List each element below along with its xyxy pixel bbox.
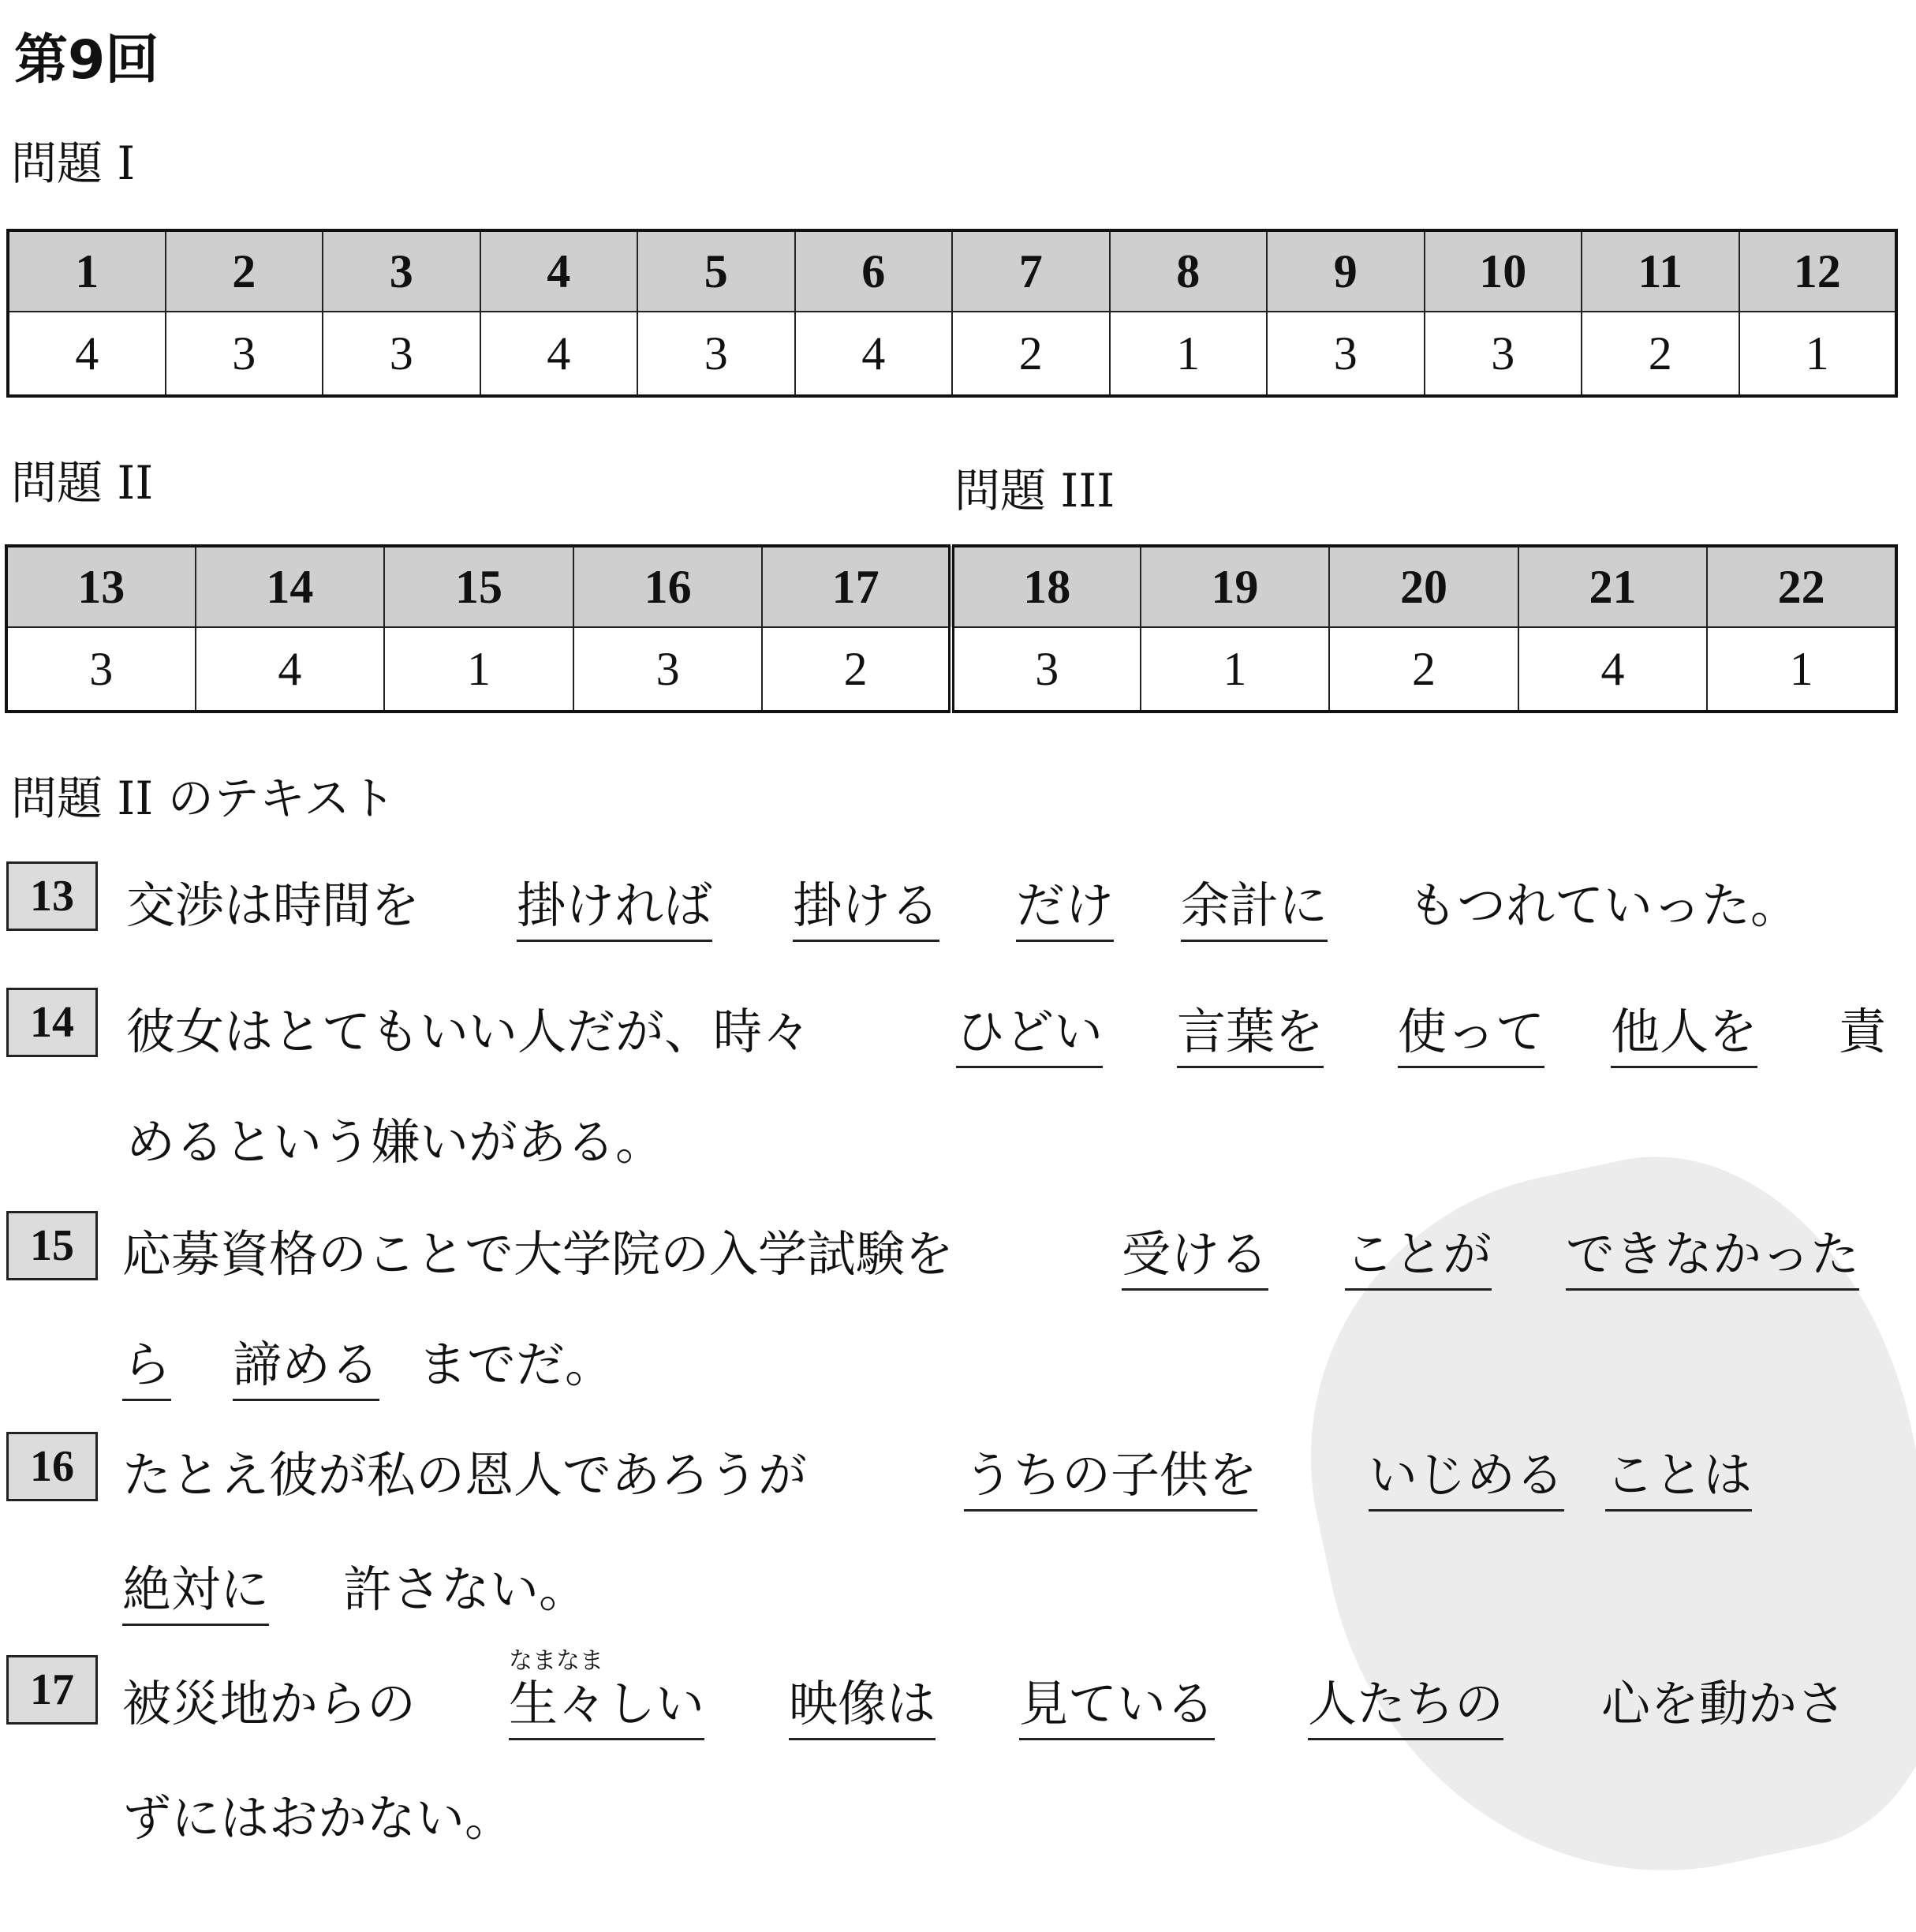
question-number-cell: 11 [1582, 230, 1739, 312]
question-number-cell: 12 [1739, 230, 1897, 312]
answer-cell: 3 [1425, 312, 1582, 396]
blank-choice: できなかった [1566, 1215, 1859, 1291]
answer-cell: 3 [323, 312, 480, 396]
answer-table-1 [6, 229, 1898, 398]
question-text: 交渉は時間を [126, 876, 420, 934]
blank-choice: 生々しい [509, 1665, 704, 1740]
question-text: ずにはおかない。 [122, 1789, 514, 1847]
answer-cell: 4 [795, 312, 953, 396]
blank-choice: 他人を [1611, 992, 1757, 1068]
answer-cell: 4 [1518, 627, 1708, 712]
question-number-cell: 21 [1518, 546, 1708, 627]
answer-cell: 3 [166, 312, 323, 396]
question-number-cell: 4 [480, 230, 638, 312]
question-number-cell: 17 [762, 546, 951, 627]
question-text: 許さない。 [343, 1560, 588, 1618]
blank-choice: 見ている [1019, 1665, 1215, 1740]
blank-choice: ことが [1345, 1215, 1492, 1291]
page-title: 第9回 [14, 29, 159, 92]
question-number-cell: 14 [196, 546, 385, 627]
blank-choice: 人たちの [1308, 1665, 1503, 1740]
answer-cell: 1 [1739, 312, 1897, 396]
question-number-cell: 15 [384, 546, 573, 627]
question-number-cell: 13 [6, 546, 196, 627]
section2-title: 問題 II [11, 456, 154, 510]
blank-choice: 掛ける [793, 866, 939, 942]
blank-choice: 掛ければ [517, 866, 712, 942]
blank-choice: 諦める [233, 1325, 379, 1401]
question-number-cell: 7 [952, 230, 1110, 312]
answer-cell: 2 [1329, 627, 1518, 712]
question-number-cell: 20 [1329, 546, 1518, 627]
question-number-cell: 2 [166, 230, 323, 312]
question-number: 13 [6, 861, 98, 931]
furigana: なまなま [509, 1647, 603, 1675]
blank-choice: 使って [1398, 992, 1544, 1068]
blank-choice: 絶対に [122, 1550, 269, 1626]
blank-choice: 言葉を [1177, 992, 1324, 1068]
section3-title: 問題 III [954, 464, 1115, 518]
answer-cell: 1 [1707, 627, 1896, 712]
question-number-cell: 16 [573, 546, 763, 627]
answer-cell: 3 [1267, 312, 1425, 396]
blank-choice: 余計に [1181, 866, 1328, 942]
question-number: 14 [6, 988, 98, 1057]
question-text: もつれていった。 [1408, 876, 1800, 934]
answer-cell: 3 [637, 312, 795, 396]
question-number: 15 [6, 1211, 98, 1280]
question-text: 心を動かさ [1601, 1675, 1847, 1732]
question-text: 彼女はとてもいい人だが、時々 [126, 1003, 812, 1060]
question-text: 責 [1838, 1003, 1888, 1060]
question-text: たとえ彼が私の恩人であろうが [122, 1446, 808, 1504]
question-number-cell: 18 [951, 546, 1141, 627]
answer-cell: 1 [1141, 627, 1330, 712]
blank-choice: ら [122, 1325, 171, 1401]
answer-cell: 2 [1582, 312, 1739, 396]
answer-cell: 3 [6, 627, 196, 712]
question-number: 16 [6, 1432, 98, 1501]
question-number-cell: 6 [795, 230, 953, 312]
answer-cell: 1 [1110, 312, 1268, 396]
blank-choice: 映像は [789, 1665, 936, 1740]
question-number-cell: 8 [1110, 230, 1268, 312]
question-number-cell: 22 [1707, 546, 1896, 627]
answer-cell: 4 [8, 312, 166, 396]
blank-choice: ひどい [956, 992, 1103, 1068]
question-text: 被災地からの [122, 1675, 416, 1732]
blank-choice: いじめる [1369, 1436, 1564, 1512]
answer-cell: 2 [762, 627, 951, 712]
answer-table-2 [5, 544, 1898, 713]
text-section-title: 問題 II のテキスト [11, 772, 396, 825]
blank-choice: だけ [1016, 866, 1114, 942]
question-number-cell: 9 [1267, 230, 1425, 312]
question-number-cell: 1 [8, 230, 166, 312]
answer-cell: 1 [384, 627, 573, 712]
question-number: 17 [6, 1655, 98, 1725]
answer-cell: 2 [952, 312, 1110, 396]
blank-choice: ことは [1605, 1436, 1752, 1512]
question-number-cell: 19 [1141, 546, 1330, 627]
question-number-cell: 10 [1425, 230, 1582, 312]
question-text: めるという嫌いがある。 [126, 1113, 665, 1171]
question-number-cell: 3 [323, 230, 480, 312]
question-number-cell: 5 [637, 230, 795, 312]
section1-title: 問題 I [11, 136, 136, 190]
answer-cell: 3 [573, 627, 763, 712]
answer-cell: 4 [196, 627, 385, 712]
blank-choice: 受ける [1122, 1215, 1268, 1291]
answer-cell: 4 [480, 312, 638, 396]
question-text: 応募資格のことで大学院の入学試験を [122, 1225, 954, 1283]
answer-cell: 3 [951, 627, 1141, 712]
question-text: までだ。 [418, 1336, 614, 1393]
blank-choice: うちの子供を [964, 1436, 1257, 1512]
